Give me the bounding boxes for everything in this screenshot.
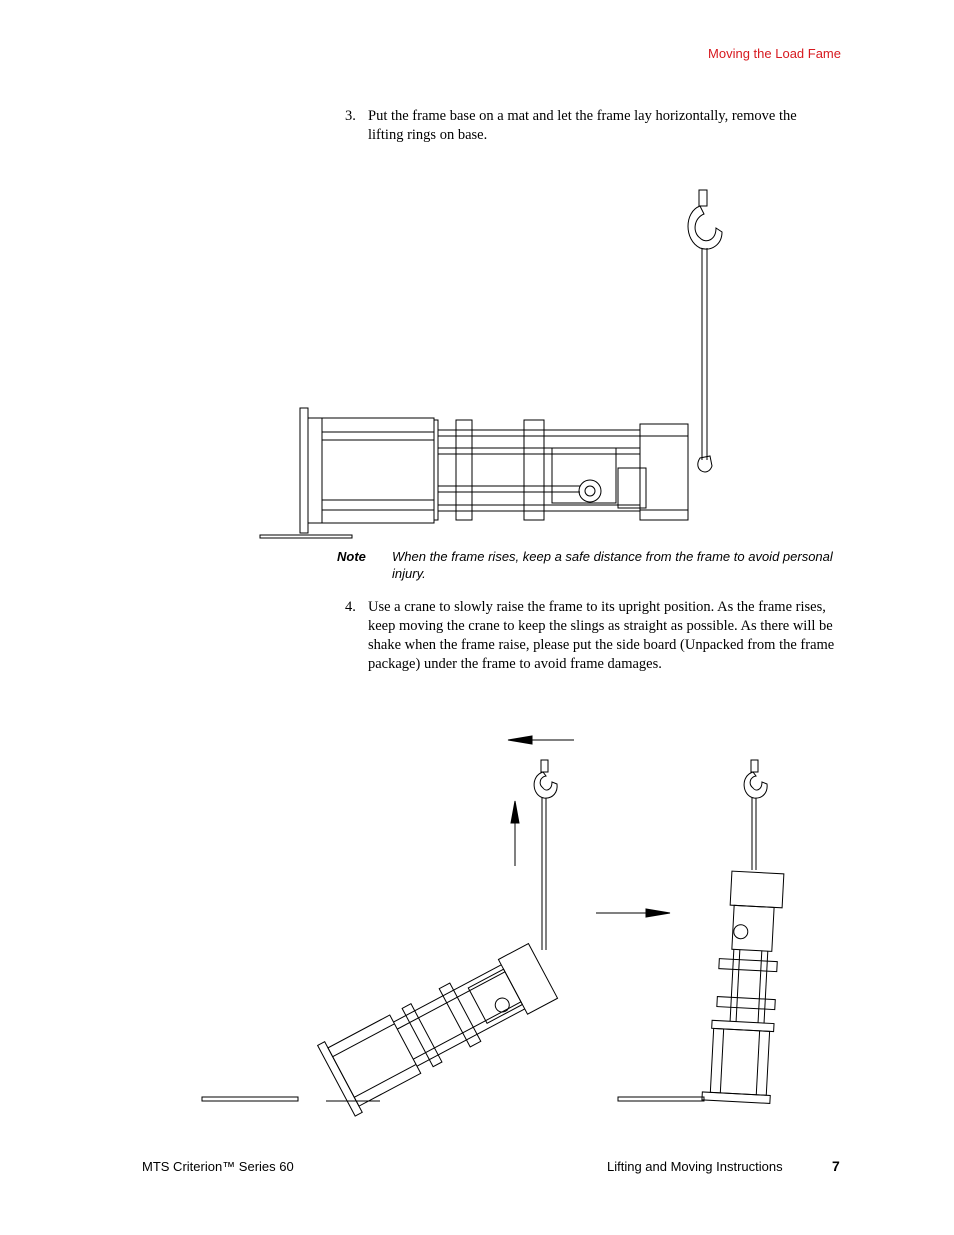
crane-hook-icon xyxy=(744,760,767,798)
footer-chapter: Lifting and Moving Instructions xyxy=(607,1159,783,1174)
arrow-up-icon xyxy=(511,801,519,866)
crane-hook-icon xyxy=(534,760,557,798)
step-number: 3. xyxy=(345,108,356,124)
step-text: Put the frame base on a mat and let the frame lay horizontally, remove the lifting rings on base. xyxy=(368,108,797,143)
page-number: 7 xyxy=(832,1158,840,1174)
arrow-right-icon xyxy=(596,909,670,917)
running-header: Moving the Load Fame xyxy=(708,46,841,61)
mat-shape xyxy=(618,1097,704,1101)
step-number: 4. xyxy=(345,599,356,615)
step-text: Use a crane to slowly raise the frame to its upright position. As the frame rises, keep moving the crane to keep the slings as straight as possible. As there will be shake when the frame raise, please put the side board (Unpacked from the frame package) under the frame to avoid frame damages. xyxy=(368,599,835,672)
footer-product: MTS Criterion™ Series 60 xyxy=(142,1159,294,1174)
mat-shape xyxy=(202,1097,298,1101)
note-text: When the frame rises, keep a safe distance from the frame to avoid personal injury. xyxy=(392,549,833,581)
arrow-left-icon xyxy=(508,736,574,744)
note-label: Note xyxy=(337,549,366,564)
